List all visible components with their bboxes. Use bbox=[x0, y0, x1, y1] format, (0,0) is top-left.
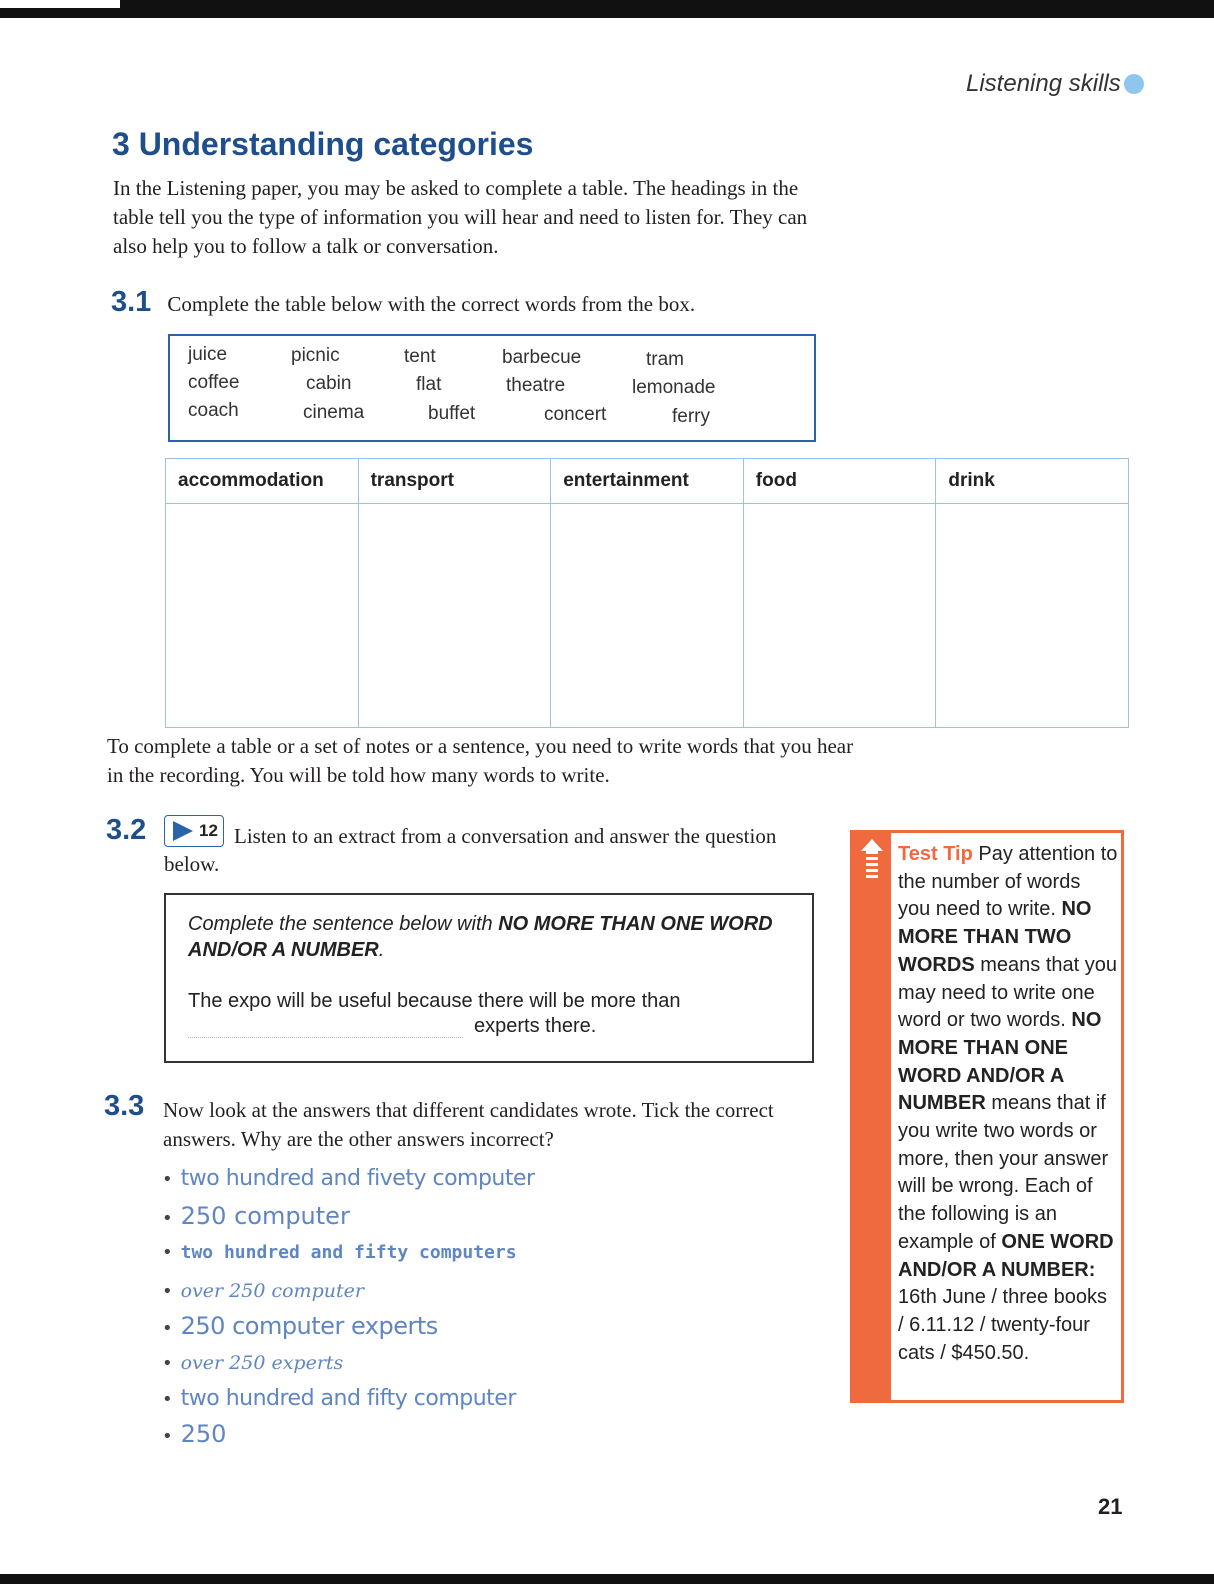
answer-text: over 250 experts bbox=[180, 1352, 344, 1374]
test-tip-box bbox=[850, 830, 1124, 1403]
tip-examples: 16th June / three books / 6.11.12 / twenty-four cats / $450.50. bbox=[898, 1286, 1108, 1364]
answer-text: 250 computer bbox=[180, 1202, 350, 1230]
exercise-instruction: Now look at the answers that different candidates wrote. Tick the correct answers. Why are the other answers incorrect? bbox=[163, 1098, 774, 1151]
word: ferry bbox=[672, 406, 710, 427]
question-sentence: The expo will be useful because there will be more than bbox=[188, 990, 681, 1012]
answer-blank[interactable] bbox=[188, 1037, 463, 1038]
instruction-text: Complete the sentence below with bbox=[188, 913, 499, 935]
tip-text bbox=[898, 841, 1118, 1367]
word-box bbox=[168, 334, 816, 442]
bullet-dot-icon bbox=[1124, 74, 1144, 94]
word: lemonade bbox=[632, 377, 716, 398]
answer-text: two hundred and fifty computer bbox=[180, 1386, 516, 1411]
word: buffet bbox=[428, 403, 476, 424]
word: cinema bbox=[303, 402, 365, 423]
exercise-3-1-heading bbox=[111, 286, 695, 319]
up-arrow-icon bbox=[861, 839, 883, 851]
word: coach bbox=[188, 400, 239, 421]
question-sentence-end: experts there. bbox=[474, 1015, 597, 1037]
answer-cell[interactable] bbox=[551, 504, 744, 728]
header-entertainment: entertainment bbox=[551, 459, 744, 504]
word: picnic bbox=[291, 345, 340, 366]
bottom-edge bbox=[0, 1574, 1214, 1584]
instruction-limit: NO MORE THAN ONE WORD AND/OR A NUMBER bbox=[188, 913, 773, 961]
exercise-number: 3.3 bbox=[104, 1090, 145, 1122]
tip-emphasis: NO MORE THAN TWO WORDS bbox=[898, 898, 1092, 976]
categories-table bbox=[165, 458, 1129, 728]
exercise-instruction: Complete the table below with the correct words from the box. bbox=[167, 292, 696, 316]
word: flat bbox=[416, 374, 442, 395]
word: tent bbox=[404, 346, 436, 367]
answer-text: 250 bbox=[180, 1420, 227, 1448]
word: theatre bbox=[506, 375, 566, 396]
tip-label: Test Tip bbox=[898, 843, 973, 865]
exercise-3-3-number bbox=[104, 1090, 144, 1123]
tip-paragraph: Pay attention to the number of words you need to write. bbox=[898, 843, 1118, 921]
running-head-label: Listening skills bbox=[966, 70, 1121, 97]
arrow-shaft-icon bbox=[866, 851, 878, 881]
tip-paragraph: means that if you write two words or more, then your answer will be wrong. bbox=[898, 1092, 1109, 1198]
exercise-instruction: Listen to an extract from a conversation and answer the question below. bbox=[164, 824, 777, 876]
tip-paragraph: means that you may need to write one word or two words. bbox=[898, 953, 1117, 1032]
question-instruction bbox=[188, 911, 788, 963]
intro-paragraph: In the Listening paper, you may be asked to complete a table. The headings in the table tell you the type of information you will hear and need to listen for. They can also help you to follow a talk or conversation. bbox=[113, 176, 808, 258]
word: tram bbox=[646, 349, 684, 370]
instruction-end: . bbox=[378, 939, 385, 961]
answer-cell[interactable] bbox=[743, 504, 936, 728]
header-transport: transport bbox=[358, 459, 551, 504]
question-box bbox=[164, 893, 814, 1063]
page-number: 21 bbox=[1098, 1494, 1123, 1519]
word: concert bbox=[544, 404, 607, 425]
section-title: 3 Understanding categories bbox=[112, 126, 534, 162]
top-edge bbox=[0, 0, 1214, 18]
list-item[interactable]: • two hundred and fivety computer bbox=[162, 1166, 535, 1191]
notes-paragraph: To complete a table or a set of notes or a sentence, you need to write words that you hear in the recording. You will be told how many words to write. bbox=[107, 734, 854, 787]
header-accommodation: accommodation bbox=[166, 459, 359, 504]
list-item[interactable]: • two hundred and fifty computer bbox=[162, 1386, 516, 1411]
list-item[interactable]: • 250 computer experts bbox=[162, 1312, 438, 1340]
header-food: food bbox=[743, 459, 936, 504]
list-item[interactable]: • 250 computer bbox=[162, 1202, 350, 1230]
list-item[interactable]: • over 250 computer bbox=[162, 1280, 364, 1302]
list-item[interactable]: • 250 bbox=[162, 1420, 227, 1448]
exercise-3-2-number bbox=[106, 814, 146, 847]
list-item[interactable]: • over 250 experts bbox=[162, 1352, 344, 1374]
tip-emphasis: ONE WORD AND/OR A NUMBER: bbox=[898, 1230, 1114, 1281]
answer-text: 250 computer experts bbox=[180, 1312, 438, 1340]
word: coffee bbox=[188, 372, 240, 393]
answer-cell[interactable] bbox=[166, 504, 359, 728]
header-drink: drink bbox=[936, 459, 1129, 504]
tip-paragraph: Each of the following is an example of bbox=[898, 1175, 1093, 1253]
answer-cell[interactable] bbox=[936, 504, 1129, 728]
track-number: 12 bbox=[199, 821, 218, 840]
answer-text: two hundred and fivety computer bbox=[180, 1166, 535, 1191]
answer-cell[interactable] bbox=[358, 504, 551, 728]
word: cabin bbox=[306, 373, 352, 394]
tip-emphasis: NO MORE THAN ONE WORD AND/OR A NUMBER bbox=[898, 1009, 1102, 1115]
answer-text: two hundred and fifty computers bbox=[180, 1242, 517, 1263]
exercise-number: 3.2 bbox=[106, 814, 147, 846]
list-item[interactable]: • two hundred and fifty computers bbox=[162, 1242, 517, 1263]
exercise-number: 3.1 bbox=[111, 286, 152, 318]
answer-text: over 250 computer bbox=[180, 1280, 364, 1302]
word: juice bbox=[188, 344, 228, 365]
tip-stripe bbox=[853, 833, 891, 1400]
word: barbecue bbox=[502, 347, 582, 368]
